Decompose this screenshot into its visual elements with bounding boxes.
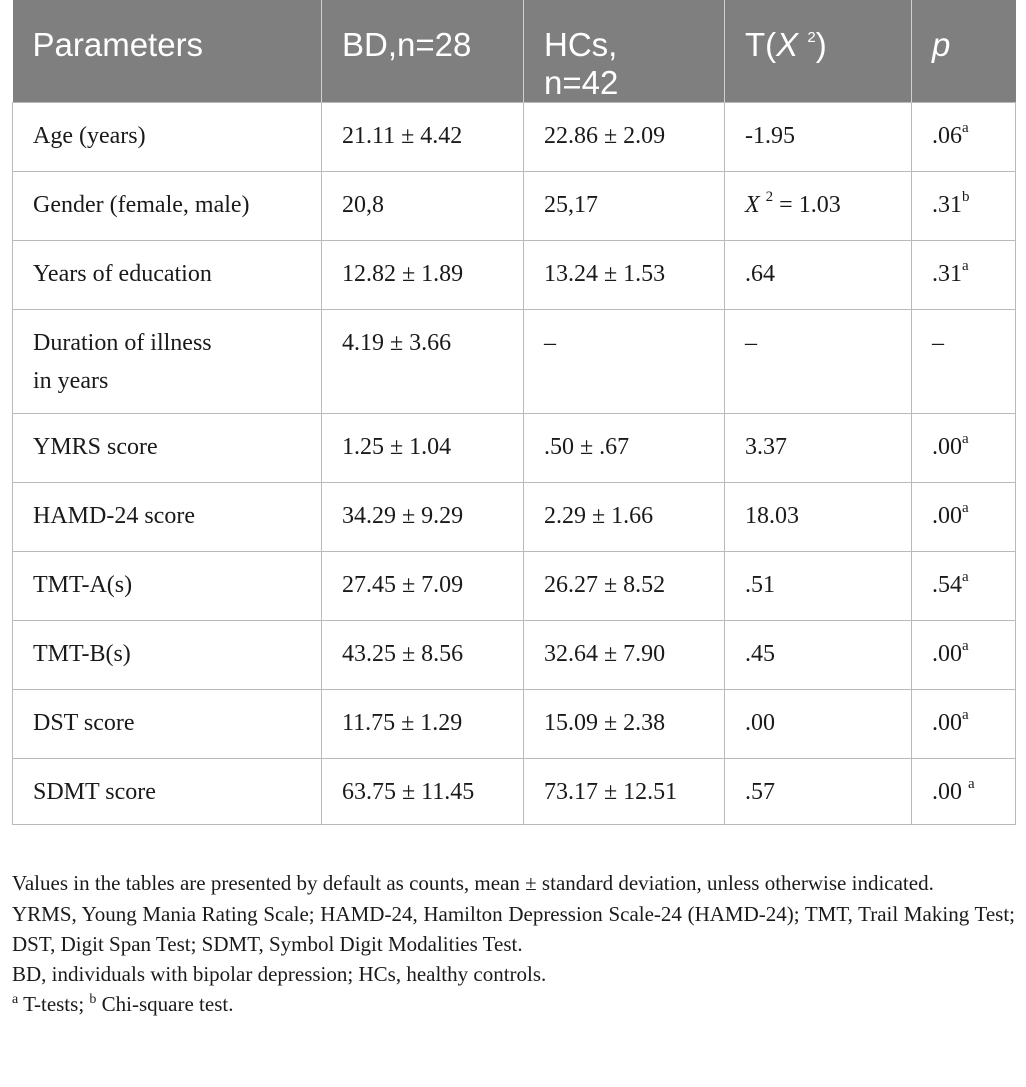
header-row xyxy=(13,0,1016,103)
p-value: .31 xyxy=(932,192,962,218)
cell-bd: 12.82 ± 1.89 xyxy=(322,241,524,310)
cell-bd: 63.75 ± 11.45 xyxy=(322,759,524,825)
p-value: .00 xyxy=(932,779,968,805)
cell-parameter: TMT-A(s) xyxy=(13,552,322,621)
table-row xyxy=(13,552,1016,621)
cell-t: .64 xyxy=(725,241,912,310)
cell-hc: 13.24 ± 1.53 xyxy=(524,241,725,310)
cell-p xyxy=(912,414,1016,483)
p-footnote-mark: a xyxy=(962,569,969,585)
cell-bd: 21.11 ± 4.42 xyxy=(322,103,524,172)
footnote-tests xyxy=(12,989,1015,1019)
cell-p xyxy=(912,621,1016,690)
cell-p xyxy=(912,103,1016,172)
cell-p xyxy=(912,552,1016,621)
cell-t: – xyxy=(725,310,912,414)
param-line-2: in years xyxy=(33,368,109,394)
table-row xyxy=(13,310,1016,414)
p-footnote-mark: a xyxy=(962,431,969,447)
chi-square-value: = 1.03 xyxy=(773,192,841,218)
table-row xyxy=(13,483,1016,552)
cell-hc: 26.27 ± 8.52 xyxy=(524,552,725,621)
cell-parameter: TMT-B(s) xyxy=(13,621,322,690)
header-t-sup: 2 xyxy=(807,29,816,46)
p-value: .31 xyxy=(932,261,962,287)
cell-parameter: Age (years) xyxy=(13,103,322,172)
cell-hc: 22.86 ± 2.09 xyxy=(524,103,725,172)
cell-parameter: SDMT score xyxy=(13,759,322,825)
cell-t: -1.95 xyxy=(725,103,912,172)
data-table xyxy=(12,0,1016,825)
cell-parameter: DST score xyxy=(13,690,322,759)
cell-bd: 27.45 ± 7.09 xyxy=(322,552,524,621)
p-value: .06 xyxy=(932,123,962,149)
chi-square-var: X xyxy=(745,192,760,218)
cell-bd: 1.25 ± 1.04 xyxy=(322,414,524,483)
cell-t: .00 xyxy=(725,690,912,759)
cell-hc: 2.29 ± 1.66 xyxy=(524,483,725,552)
footnote-mark-a: a xyxy=(12,992,19,1007)
header-t-statistic xyxy=(725,0,912,103)
table-row xyxy=(13,241,1016,310)
table-container xyxy=(12,0,1015,825)
p-footnote-mark: a xyxy=(962,258,969,274)
table-row xyxy=(13,690,1016,759)
header-t-prefix: T( xyxy=(745,26,777,63)
header-hcs: HCs, n=42 xyxy=(524,0,725,103)
cell-t: .45 xyxy=(725,621,912,690)
cell-bd: 4.19 ± 3.66 xyxy=(322,310,524,414)
cell-hc: 15.09 ± 2.38 xyxy=(524,690,725,759)
p-footnote-mark: b xyxy=(962,189,970,205)
cell-p xyxy=(912,483,1016,552)
p-value: .00 xyxy=(932,503,962,529)
header-t-var: X xyxy=(776,26,799,63)
cell-t: .57 xyxy=(725,759,912,825)
cell-bd: 43.25 ± 8.56 xyxy=(322,621,524,690)
cell-t: .51 xyxy=(725,552,912,621)
p-value: .00 xyxy=(932,641,962,667)
footnote-b-text: Chi-square test. xyxy=(96,992,234,1016)
header-parameters: Parameters xyxy=(13,0,322,103)
param-line-1: Duration of illness xyxy=(33,330,212,356)
cell-p: – xyxy=(912,310,1016,414)
p-footnote-mark: a xyxy=(968,776,975,792)
cell-hc: .50 ± .67 xyxy=(524,414,725,483)
cell-hc: 32.64 ± 7.90 xyxy=(524,621,725,690)
p-value: .54 xyxy=(932,572,962,598)
table-row xyxy=(13,759,1016,825)
cell-parameter xyxy=(13,310,322,414)
cell-t: 18.03 xyxy=(725,483,912,552)
p-value: .00 xyxy=(932,710,962,736)
cell-bd: 11.75 ± 1.29 xyxy=(322,690,524,759)
p-footnote-mark: a xyxy=(962,638,969,654)
cell-parameter: Years of education xyxy=(13,241,322,310)
table-footnotes xyxy=(12,868,1015,1019)
header-t-suffix: ) xyxy=(815,26,827,63)
cell-parameter: Gender (female, male) xyxy=(13,172,322,241)
footnote-mark-b: b xyxy=(89,992,97,1007)
cell-p xyxy=(912,759,1016,825)
table-row xyxy=(13,414,1016,483)
header-p: p xyxy=(912,0,1016,103)
footnote-abbreviations: YRMS, Young Mania Rating Scale; HAMD-24, Hamilton Depression Scale-24 (HAMD-24); TMT, Trail Making Test; DST, Digit Span Test; SDMT, Symbol Digit Modalities Test. xyxy=(12,902,1015,956)
cell-bd: 20,8 xyxy=(322,172,524,241)
cell-p xyxy=(912,690,1016,759)
table-row xyxy=(13,103,1016,172)
p-footnote-mark: a xyxy=(962,707,969,723)
p-footnote-mark: a xyxy=(962,120,969,136)
cell-parameter: HAMD-24 score xyxy=(13,483,322,552)
cell-hc: 25,17 xyxy=(524,172,725,241)
cell-p xyxy=(912,241,1016,310)
table-row xyxy=(13,621,1016,690)
header-bd: BD,n=28 xyxy=(322,0,524,103)
table-row xyxy=(13,172,1016,241)
p-value: .00 xyxy=(932,434,962,460)
footnote-values: Values in the tables are presented by default as counts, mean ± standard deviation, unless otherwise indicated. xyxy=(12,871,934,895)
cell-p xyxy=(912,172,1016,241)
cell-hc: 73.17 ± 12.51 xyxy=(524,759,725,825)
chi-square-sup: 2 xyxy=(765,189,774,205)
cell-bd: 34.29 ± 9.29 xyxy=(322,483,524,552)
footnote-a-text: T-tests; xyxy=(18,992,90,1016)
cell-t: 3.37 xyxy=(725,414,912,483)
footnote-groups: BD, individuals with bipolar depression; HCs, healthy controls. xyxy=(12,962,547,986)
cell-parameter: YMRS score xyxy=(13,414,322,483)
p-footnote-mark: a xyxy=(962,500,969,516)
cell-t xyxy=(725,172,912,241)
cell-hc: – xyxy=(524,310,725,414)
